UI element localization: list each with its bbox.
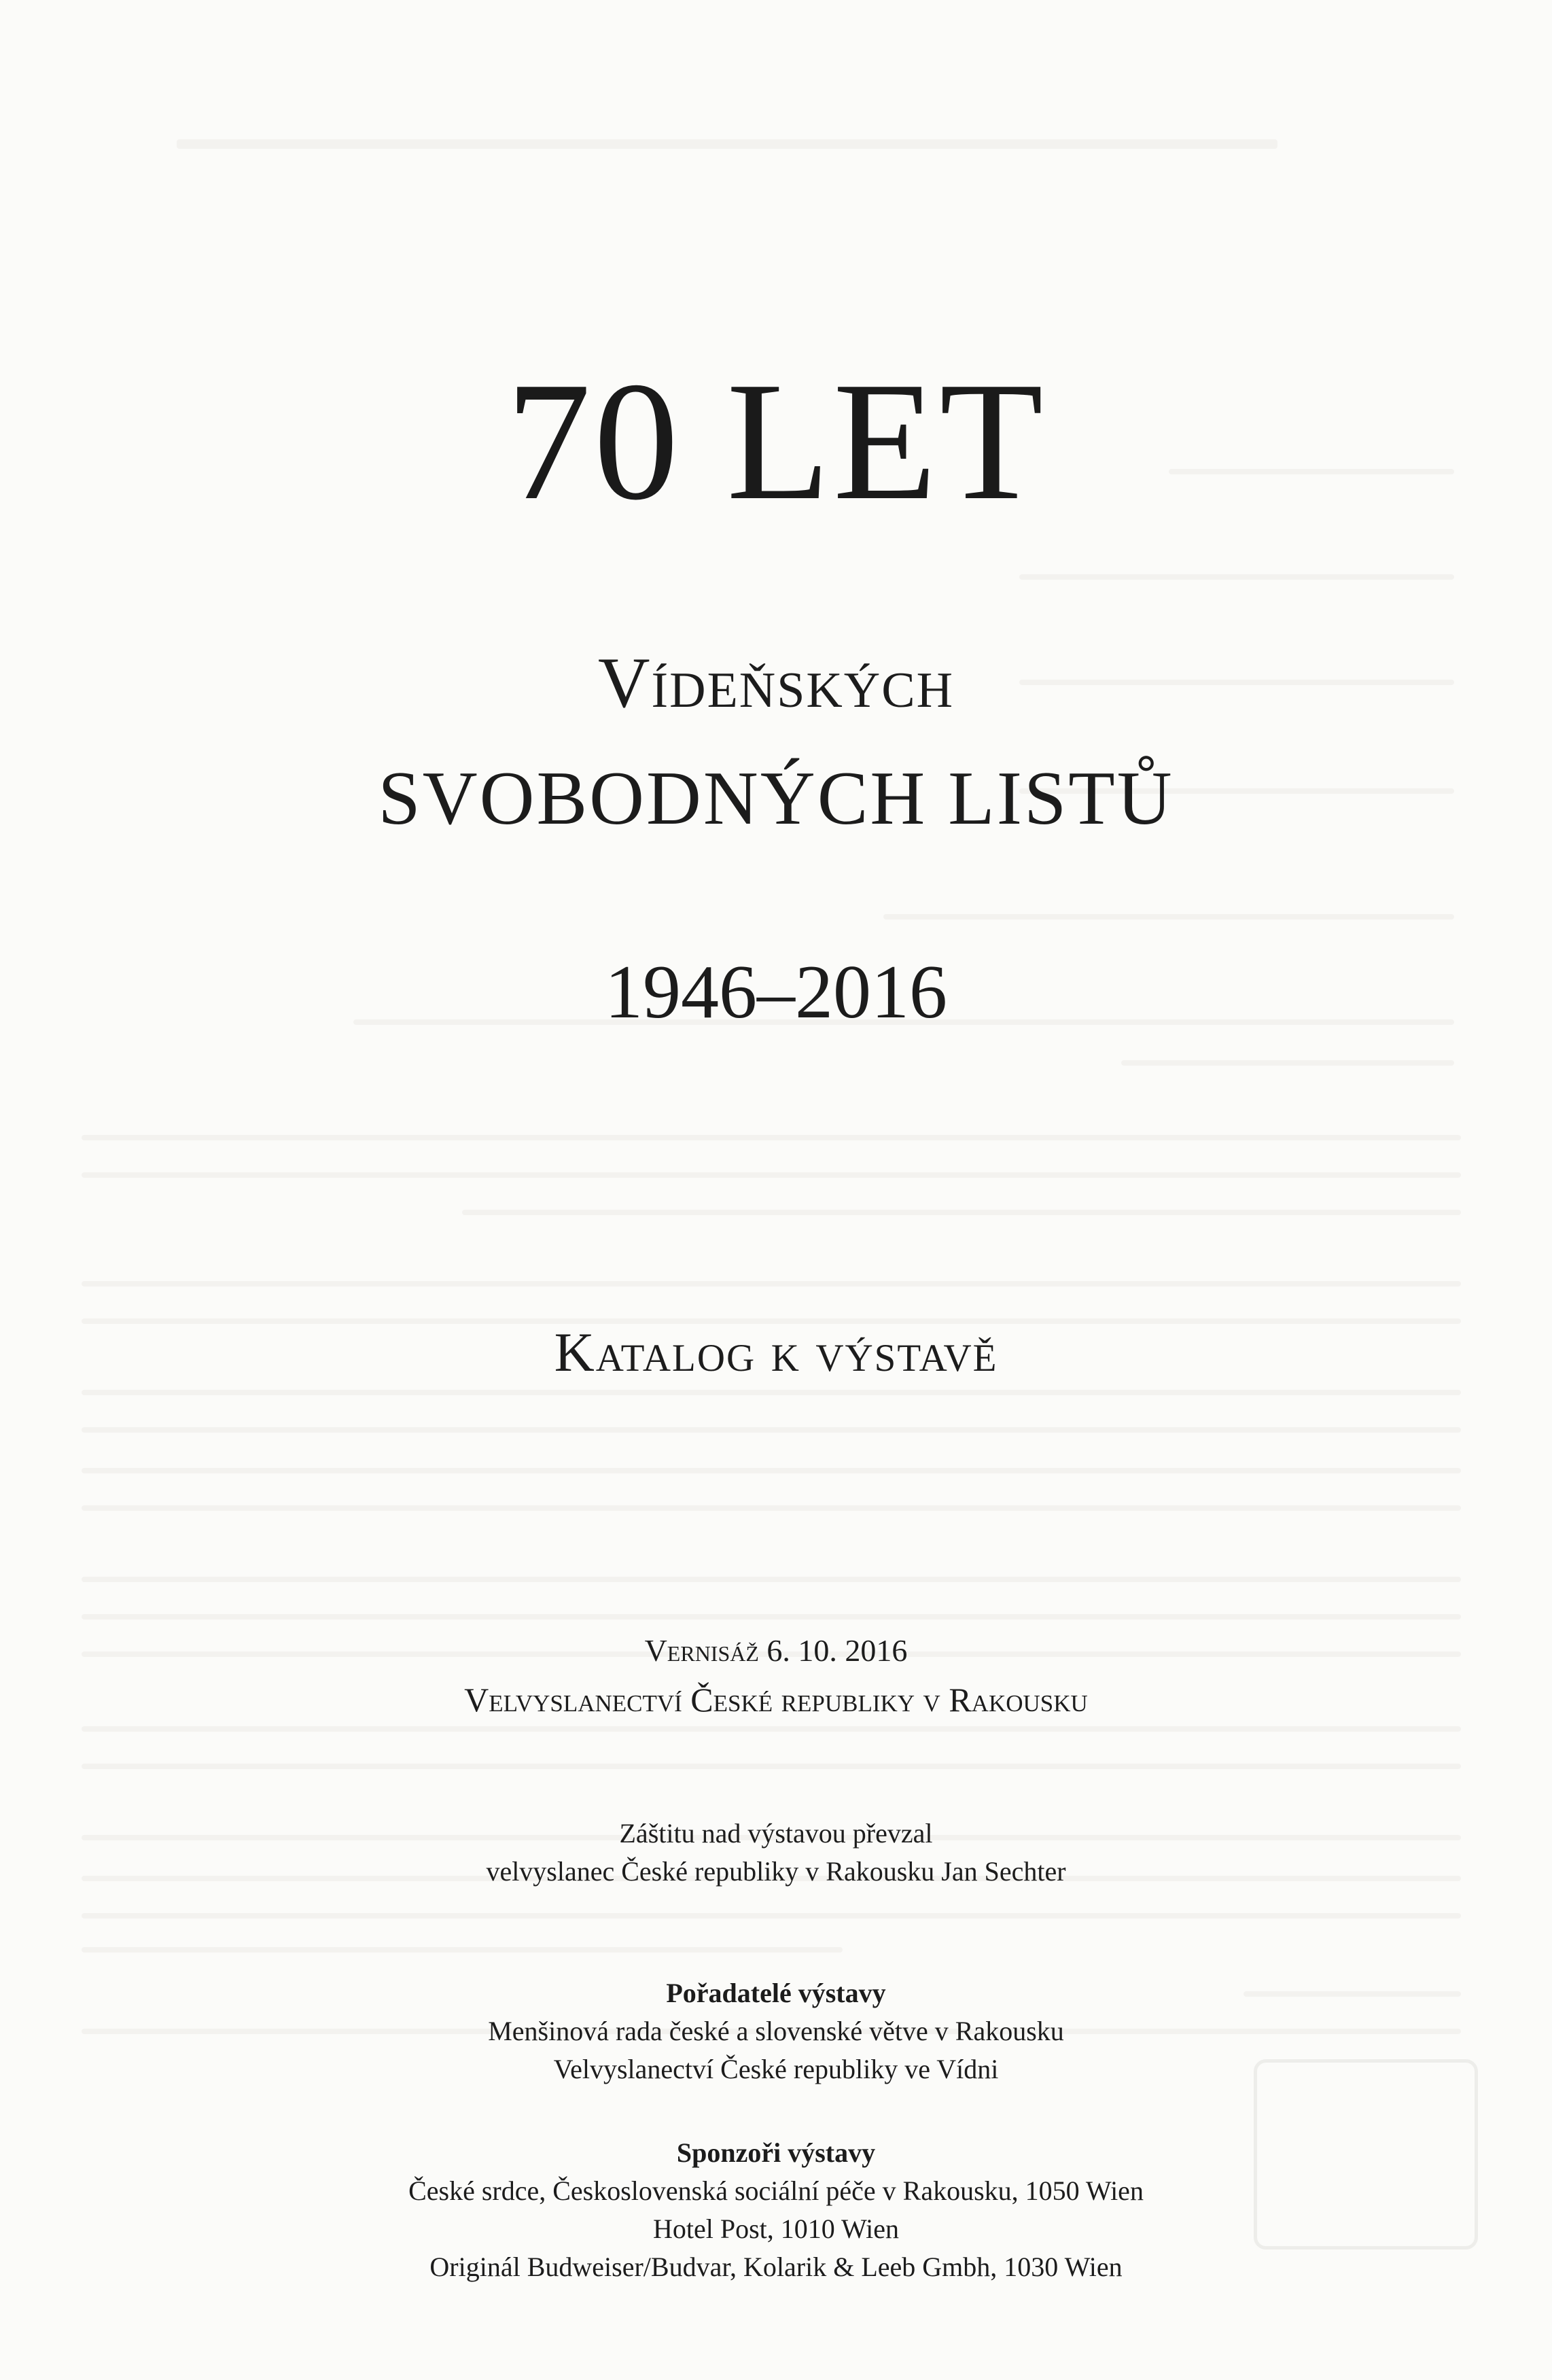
sponsor-item: České srdce, Československá sociální péče v Rakousku, 1050 Wien [408, 2175, 1144, 2206]
sponsors-heading: Sponzoři výstavy [676, 2137, 876, 2168]
title-free-papers: SVOBODNÝCH LISTŮ [378, 756, 1174, 841]
title-seventy-years: 70 LET [506, 347, 1046, 536]
title-years: 1946–2016 [605, 950, 947, 1034]
organizers-block [0, 1974, 1552, 2088]
vernissage-date: Vernisáž 6. 10. 2016 [644, 1633, 908, 1668]
patronage-line-1: Záštitu nad výstavou převzal [619, 1818, 933, 1849]
organizers-heading: Pořadatelé výstavy [666, 1978, 886, 2008]
patronage-block [0, 1815, 1552, 1891]
organizer-item: Menšinová rada české a slovenské větve v Rakousku [488, 2016, 1064, 2046]
sponsors-block [0, 2134, 1552, 2286]
venue: Velvyslanectví České republiky v Rakousku [464, 1681, 1088, 1719]
patronage-line-2: velvyslanec České republiky v Rakousku Jan Sechter [486, 1856, 1066, 1887]
sponsor-item: Hotel Post, 1010 Wien [652, 2213, 900, 2244]
title-viennese: Vídeňských [597, 643, 955, 722]
sponsor-item: Originál Budweiser/Budvar, Kolarik & Leeb Gmbh, 1030 Wien [429, 2252, 1123, 2282]
organizer-item: Velvyslanectví České republiky ve Vídni [553, 2054, 999, 2084]
catalog-subtitle: Katalog k výstavě [554, 1321, 998, 1383]
